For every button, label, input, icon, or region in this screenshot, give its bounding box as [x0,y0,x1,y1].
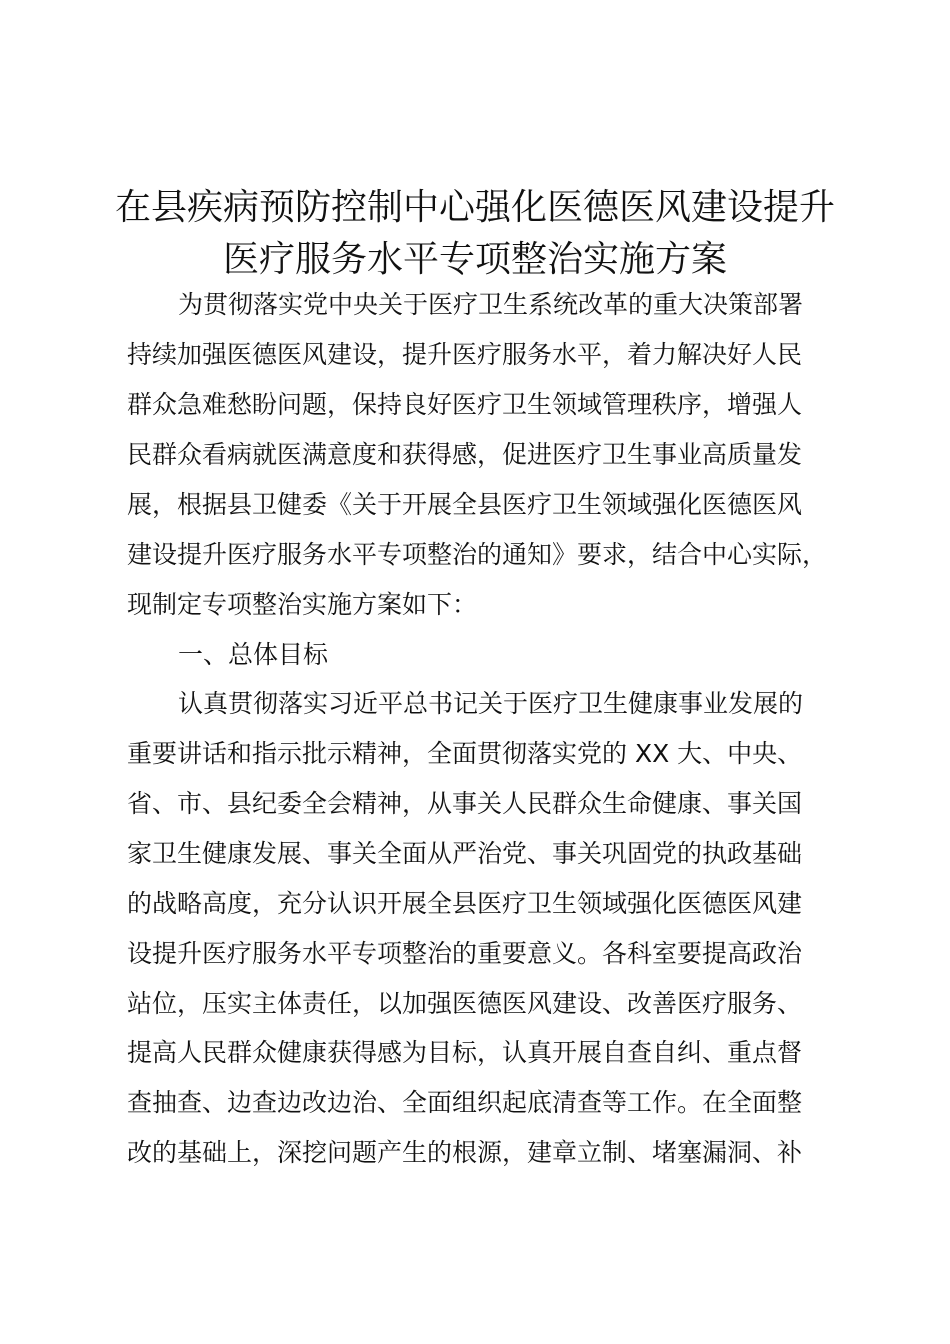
paragraph-2-line-9: 查抽查、边查边改边治、全面组织起底清查等工作。在全面整 [127,1088,803,1117]
paragraph-1-line-5: 展，根据县卫健委《关于开展全县医疗卫生领域强化医德医风 [127,490,803,519]
paragraph-1-line-2: 持续加强医德医风建设，提升医疗服务水平，着力解决好人民 [127,340,803,369]
paragraph-1-line-6: 建设提升医疗服务水平专项整治的通知》要求，结合中心实际， [127,540,828,569]
section-1-heading: 一、总体目标 [178,640,329,669]
paragraph-1-line-1: 为贯彻落实党中央关于医疗卫生系统改革的重大决策部署 [178,290,804,319]
paragraph-1-line-3: 群众急难愁盼问题，保持良好医疗卫生领域管理秩序，增强人 [127,390,803,419]
paragraph-2-line-10: 改的基础上，深挖问题产生的根源，建章立制、堵塞漏洞、补 [127,1138,803,1167]
paragraph-2-line-4: 家卫生健康发展、事关全面从严治党、事关巩固党的执政基础 [127,839,803,868]
paragraph-2-line-8: 提高人民群众健康获得感为目标，认真开展自查自纠、重点督 [127,1038,803,1067]
paragraph-2-line-3: 省、市、县纪委全会精神，从事关人民群众生命健康、事关国 [127,789,803,818]
document-title-line-2: 医疗服务水平专项整治实施方案 [222,239,727,280]
paragraph-2-line-6: 设提升医疗服务水平专项整治的重要意义。各科室要提高政治 [127,939,803,968]
document-title-line-1: 在县疾病预防控制中心强化医德医风建设提升 [114,187,835,228]
paragraph-1-line-4: 民群众看病就医满意度和获得感，促进医疗卫生事业高质量发 [127,440,803,469]
paragraph-1-line-7: 现制定专项整治实施方案如下： [127,590,478,619]
paragraph-2-line-7: 站位，压实主体责任，以加强医德医风建设、改善医疗服务、 [127,989,803,1018]
paragraph-2-line-2: 重要讲话和指示批示精神，全面贯彻落实党的 XX 大、中央、 [127,739,803,768]
paragraph-2-line-1: 认真贯彻落实习近平总书记关于医疗卫生健康事业发展的 [178,689,804,718]
paragraph-2-line-5: 的战略高度，充分认识开展全县医疗卫生领域强化医德医风建 [127,889,803,918]
